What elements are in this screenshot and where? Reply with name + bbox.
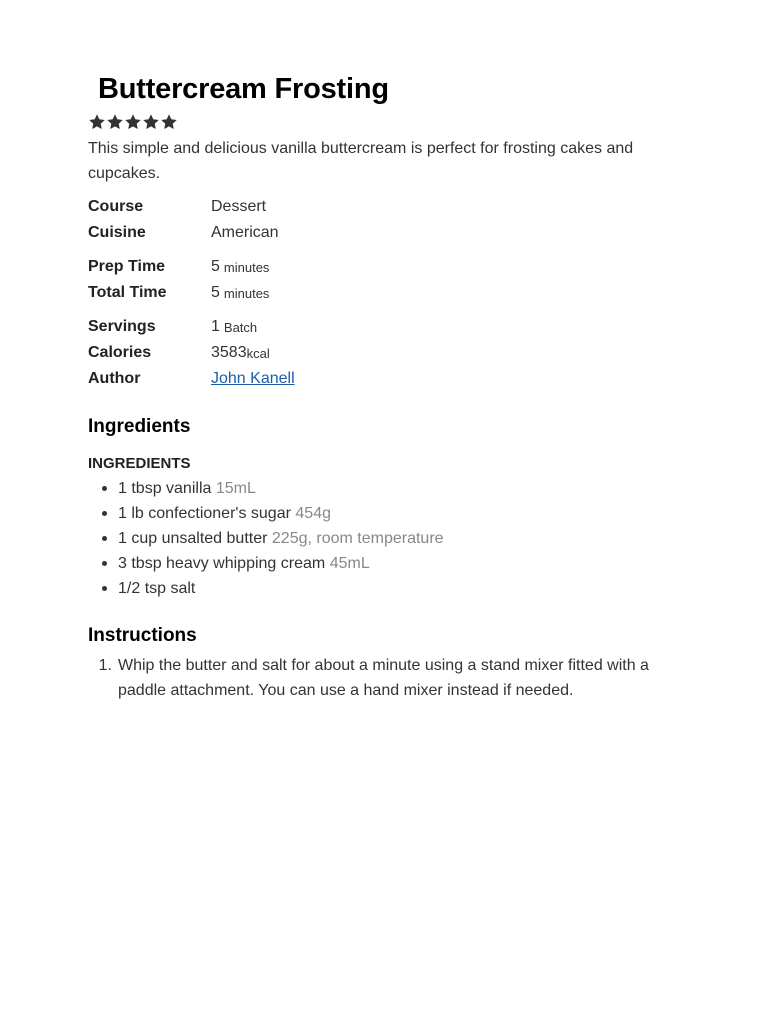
meta-total-time — [88, 280, 688, 306]
ingredient-note: 15mL — [215, 480, 256, 497]
ingredient-item — [88, 501, 688, 526]
recipe-card — [88, 70, 688, 703]
ingredient-text: 3 tbsp heavy whipping cream — [118, 555, 326, 572]
meta-prep-time — [88, 254, 688, 280]
ingredient-item — [88, 551, 688, 576]
ingredient-item — [88, 526, 688, 551]
meta-author — [88, 366, 688, 392]
instruction-step — [88, 653, 688, 703]
meta-label: Servings — [88, 318, 156, 335]
star-icon[interactable] — [106, 113, 124, 131]
author-link[interactable]: John Kanell — [211, 370, 295, 387]
recipe-summary: This simple and delicious vanilla buttercream is perfect for frosting cakes and cupcakes. — [88, 140, 634, 182]
meta-value: American — [211, 224, 279, 241]
step-number: 1. — [98, 657, 112, 674]
ingredient-note: 454g — [295, 505, 331, 522]
meta-value: 5 — [211, 284, 220, 301]
ingredient-item — [88, 476, 688, 501]
meta-label: Author — [88, 370, 141, 387]
ingredient-note: 225g, room temperature — [271, 530, 444, 547]
ingredient-text: 1/2 tsp salt — [118, 580, 196, 597]
star-icon[interactable] — [160, 113, 178, 131]
meta-value: 3583 — [211, 344, 247, 361]
ingredient-note: 45mL — [329, 555, 370, 572]
step-text: Whip the butter and salt for about a minute using a stand mixer fitted with a paddle attachment. You can use a hand mixer instead if needed. — [118, 657, 649, 699]
meta-calories — [88, 340, 688, 366]
meta-label: Prep Time — [88, 258, 166, 275]
meta-unit: minutes — [223, 285, 270, 301]
rating-stars[interactable] — [88, 110, 688, 134]
star-icon[interactable] — [88, 113, 106, 131]
meta-label: Total Time — [88, 284, 167, 301]
ingredients-group-heading: INGREDIENTS — [88, 455, 191, 472]
meta-label: Course — [88, 198, 144, 215]
ingredients-list — [88, 476, 688, 601]
meta-unit: kcal — [246, 345, 270, 361]
ingredients-heading: Ingredients — [88, 416, 191, 437]
meta-cuisine — [88, 220, 688, 246]
meta-value: 1 — [211, 318, 220, 335]
meta-value: 5 — [211, 258, 220, 275]
ingredient-item — [88, 576, 688, 601]
recipe-meta — [88, 194, 688, 392]
ingredient-text: 1 lb confectioner's sugar — [118, 505, 291, 522]
instructions-heading: Instructions — [88, 625, 197, 646]
meta-value: Dessert — [211, 198, 267, 215]
meta-unit: Batch — [223, 319, 258, 335]
recipe-title: Buttercream Frosting — [98, 73, 389, 105]
meta-label: Calories — [88, 344, 152, 361]
meta-group-category — [88, 194, 688, 246]
meta-label: Cuisine — [88, 224, 146, 241]
meta-group-nutrition — [88, 314, 688, 392]
instructions-list — [88, 653, 688, 703]
meta-unit: minutes — [223, 259, 270, 275]
meta-servings — [88, 314, 688, 340]
meta-group-times — [88, 254, 688, 306]
meta-course — [88, 194, 688, 220]
star-icon[interactable] — [124, 113, 142, 131]
ingredient-text: 1 cup unsalted butter — [118, 530, 268, 547]
ingredient-text: 1 tbsp vanilla — [118, 480, 212, 497]
star-icon[interactable] — [142, 113, 160, 131]
